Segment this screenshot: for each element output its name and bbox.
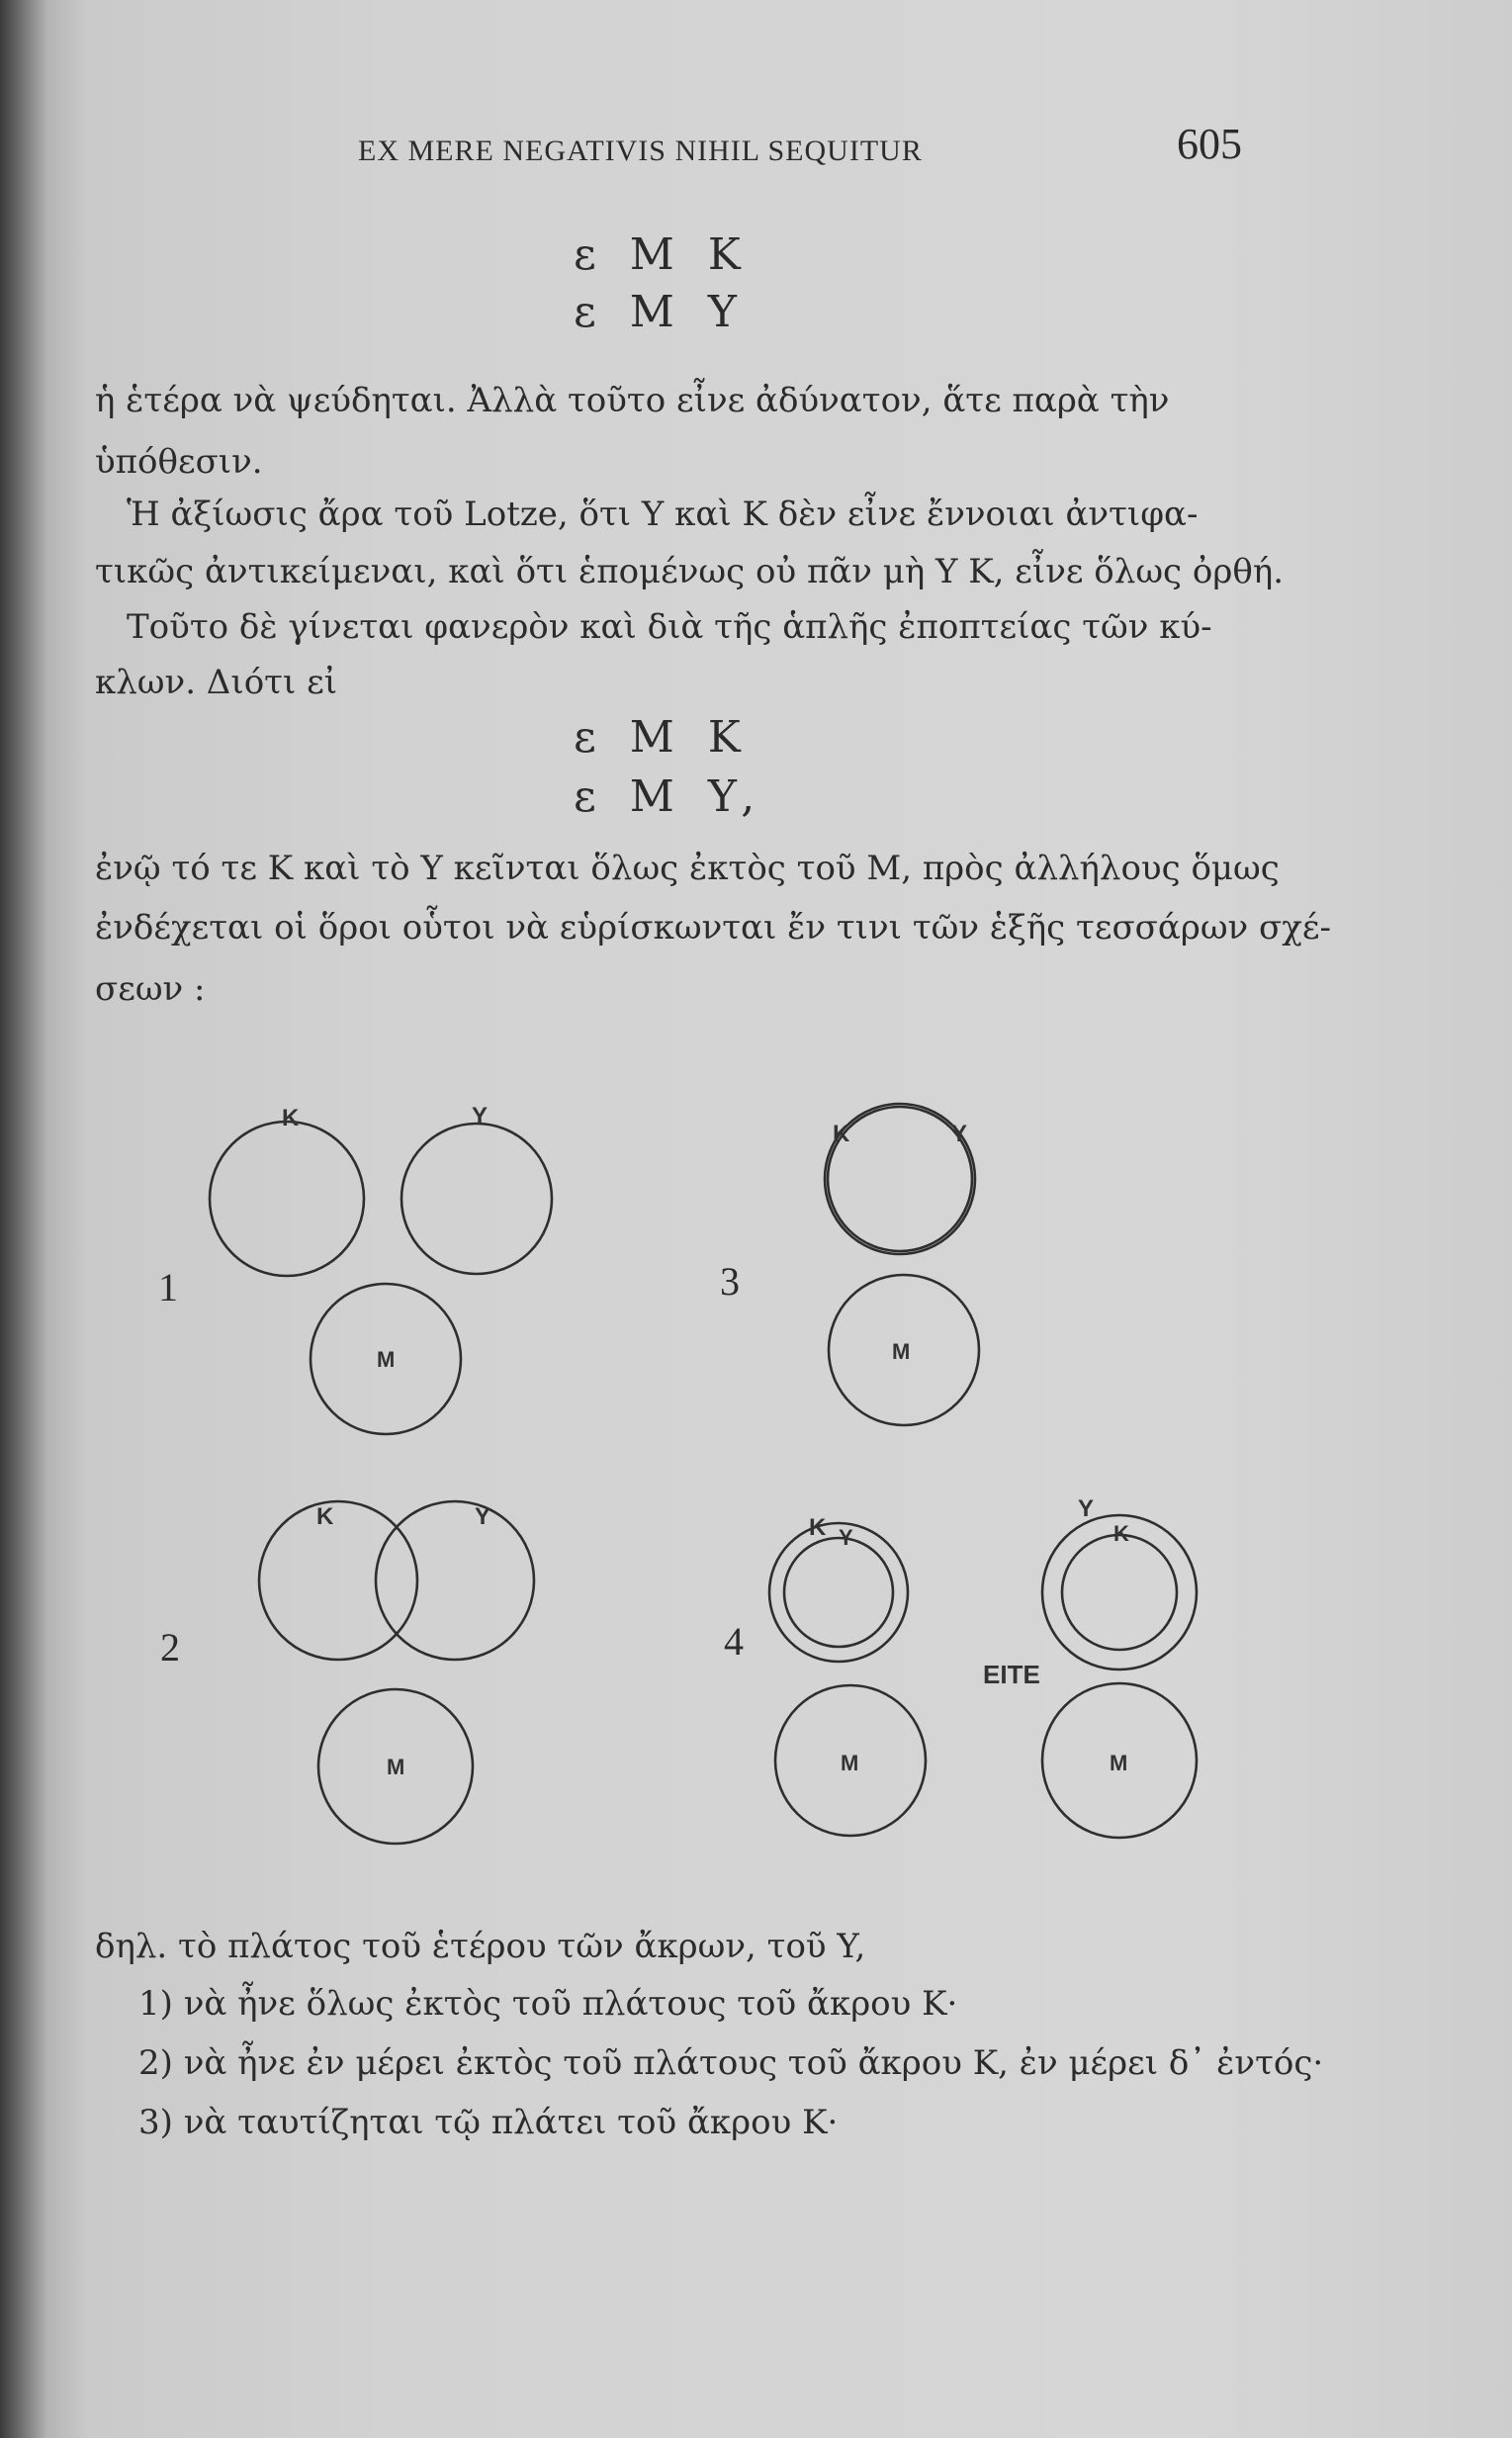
label-y: Y (951, 1121, 968, 1147)
label-k: K (316, 1503, 334, 1530)
figure-number: 4 (724, 1619, 744, 1664)
figure-number: 1 (158, 1265, 178, 1309)
list-item: 1) νὰ ἦνε ὅλως ἐκτὸς τοῦ πλάτους τοῦ ἄκρου K· (138, 1984, 958, 2024)
text-line: σεων : (95, 969, 206, 1009)
text-line: τικῶς ἀντικείμεναι, καὶ ὅτι ἑπομένως οὐ πᾶν μὴ Y K, εἶνε ὅλως ὀρθή. (95, 552, 1285, 591)
label-k: K (809, 1514, 827, 1541)
premise-line: ε M Y (574, 287, 747, 337)
label-k: K (282, 1105, 300, 1131)
list-item: 2) νὰ ἦνε ἐν μέρει ἐκτὸς τοῦ πλάτους τοῦ ἄκρου K, ἐν μέρει δ᾽ ἐντός· (138, 2043, 1324, 2083)
text-line: ἡ ἑτέρα νὰ ψεύδηται. Ἀλλὰ τοῦτο εἶνε ἀδύνατον, ἅτε παρὰ τὴν (95, 381, 1170, 420)
figure-2 (259, 1501, 534, 1844)
text-line: ἐνδέχεται οἱ ὅροι οὗτοι νὰ εὑρίσκωνται ἔν τινι τῶν ἑξῆς τεσσάρων σχέ- (95, 908, 1331, 948)
figure-alternative-label: ΕΙΤΕ (983, 1660, 1040, 1689)
text-line: κλων. Διότι εἰ (95, 663, 338, 702)
circle-y (784, 1538, 893, 1647)
circle-y (401, 1124, 552, 1274)
figure-4b (1042, 1495, 1197, 1838)
figure-1 (210, 1103, 552, 1434)
label-m: M (387, 1755, 405, 1779)
circle-k (1062, 1535, 1177, 1650)
premise-line: ε M K (574, 229, 751, 280)
page-number: 605 (1177, 120, 1242, 168)
label-m: M (1110, 1751, 1128, 1775)
label-y: Y (472, 1103, 489, 1129)
label-y: Y (1078, 1495, 1095, 1522)
running-header: EX MERE NEGATIVIS NIHIL SEQUITUR (358, 135, 923, 167)
circle-y (376, 1501, 534, 1660)
label-m: M (892, 1339, 911, 1364)
figure-number: 3 (720, 1259, 740, 1304)
text-line: Ἡ ἀξίωσις ἄρα τοῦ Lotze, ὅτι Y καὶ K δὲν εἶνε ἔννοιαι ἀντιφα- (127, 495, 1199, 534)
label-k: K (1113, 1521, 1129, 1546)
label-y: Y (839, 1525, 853, 1550)
premise-line: ε M K (574, 712, 751, 763)
circle-k (259, 1501, 417, 1660)
figure-number: 2 (160, 1625, 180, 1670)
text-line: δηλ. τὸ πλάτος τοῦ ἑτέρου τῶν ἄκρων, τοῦ Y, (95, 1927, 866, 1966)
figure-4a (769, 1514, 926, 1836)
label-y: Y (475, 1503, 491, 1530)
list-item: 3) νὰ ταυτίζηται τῷ πλάτει τοῦ ἄκρου K· (138, 2103, 839, 2142)
label-m: M (377, 1347, 396, 1372)
text-line: ὑπόθεσιν. (95, 442, 263, 482)
text-line: ἐνῷ τό τε K καὶ τὸ Y κεῖνται ὅλως ἐκτὸς τοῦ M, πρὸς ἀλλήλους ὅμως (95, 849, 1280, 888)
circle-k (210, 1122, 364, 1276)
figure-3 (825, 1104, 979, 1425)
label-m: M (841, 1751, 859, 1775)
text-line: Τοῦτο δὲ γίνεται φανερὸν καὶ διὰ τῆς ἁπλῆς ἐποπτείας τῶν κύ- (127, 607, 1212, 647)
premise-line: ε M Y, (574, 771, 765, 822)
label-k: K (833, 1121, 850, 1147)
